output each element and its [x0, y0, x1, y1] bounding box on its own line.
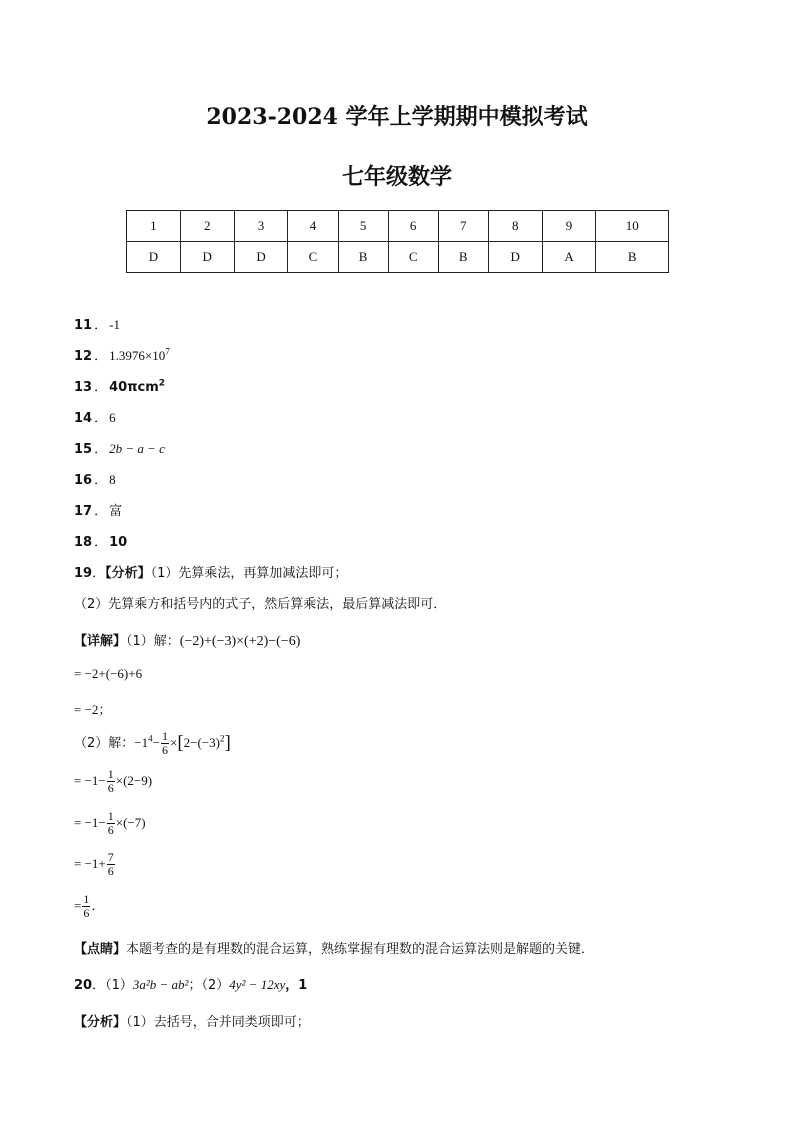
answer-number-cell: 8 [488, 211, 542, 242]
answer-number-cell: 7 [438, 211, 488, 242]
exam-title: 2023-2024 学年上学期期中模拟考试 [206, 104, 588, 130]
answer-exponent: 7 [165, 346, 170, 357]
answer-number-cell: 9 [542, 211, 596, 242]
detail-bracket-expression: 2−(−3) [183, 735, 220, 750]
answer-line-15: 15 ． 2b − a − c [74, 441, 165, 457]
q19-comment-line [74, 938, 594, 957]
analysis-text: （1）去括号，合并同类项即可； [126, 1015, 310, 1030]
answer-table [126, 210, 669, 273]
answer-value: 3a²b − ab² [132, 977, 189, 992]
analysis-text: （1）先算乘法，再算加减法即可； [150, 566, 348, 581]
q19-analysis-line-2 [74, 593, 446, 612]
q19-step-2: = −2； [74, 702, 112, 717]
answer-value: -1 [109, 317, 120, 332]
answer-table-number-row [127, 211, 669, 242]
answer-line-16: 16 ． 8 [74, 472, 116, 488]
detail-exponent: 4 [148, 733, 153, 744]
answer-value: 8 [109, 472, 116, 487]
answer-number-cell: 4 [288, 211, 338, 242]
answer-choice-cell: B [596, 242, 669, 273]
detail-tag: 【详解】 [74, 634, 127, 649]
question-number: 16 [74, 473, 93, 488]
answer-value: 1.3976×10 [109, 348, 166, 363]
answer-value: 40πcm [109, 380, 159, 395]
exam-subtitle: 七年级数学 [341, 164, 452, 190]
answer-value: 4y² − 12xy [229, 977, 286, 992]
q19-analysis-line: 19．【分析】（1）先算乘法，再算加减法即可； [74, 566, 348, 581]
comment-tag: 【点睛】 [74, 942, 127, 957]
answer-choice-cell: C [388, 242, 438, 273]
q19-detail-line [74, 630, 300, 650]
answer-number-cell: 6 [388, 211, 438, 242]
question-number: 12 [74, 349, 93, 364]
answer-value: 2b − a − c [109, 441, 165, 456]
answer-choice-cell: B [338, 242, 388, 273]
question-number: 11 [74, 318, 93, 333]
question-number: 18 [74, 535, 93, 550]
comment-text: 本题考查的是有理数的混合运算，熟练掌握有理数的混合运算法则是解题的关键． [126, 942, 595, 957]
fraction-one-sixth: $\frac{1}{6}$ [161, 729, 168, 757]
question-number: 13 [74, 380, 93, 395]
answer-choice-cell: D [180, 242, 234, 273]
answer-choice-cell: D [234, 242, 288, 273]
question-number: 14 [74, 411, 93, 426]
question-number: 20 [74, 978, 93, 993]
fraction-seven-sixths: $\frac{7}{6}$ [107, 850, 114, 878]
answer-value: 6 [109, 410, 116, 425]
answer-line-17: 17 ． 富 [74, 504, 123, 519]
detail-label: （2）解： [74, 736, 135, 751]
question-number: 19 [74, 566, 93, 581]
detail-label: （1）解： [126, 634, 180, 649]
fraction-one-sixth: $\frac{1}{6}$ [107, 767, 114, 795]
q19-step-3: = −1− $\frac{1}{6}$ ×(2−9) [74, 767, 153, 795]
answer-choice-cell: A [542, 242, 596, 273]
q19-step-1: = −2+(−6)+6 [74, 666, 143, 681]
answer-line-13: 13 ． 40πcm$^2$ [74, 378, 166, 395]
answer-number-cell: 3 [234, 211, 288, 242]
q19-detail-2-line: （2）解：$-1^4-$ $\frac{1}{6}$ $\times[2-(-3)^2]$ [74, 729, 231, 757]
answer-choice-cell: D [127, 242, 181, 273]
q19-step-4: = −1− $\frac{1}{6}$ ×(−7) [74, 809, 146, 837]
question-number: 17 [74, 504, 93, 519]
answer-value: 富 [109, 504, 123, 519]
answer-value: 10 [109, 535, 128, 550]
analysis-tag: 【分析】 [74, 1015, 127, 1030]
answer-line-14: 14 ． 6 [74, 410, 116, 426]
fraction-one-sixth: $\frac{1}{6}$ [83, 892, 90, 920]
analysis-text: （2）先算乘方和括号内的式子，然后算乘法，最后算减法即可． [74, 597, 447, 612]
answer-line-12: 12 ． $1.3976\times 10^7$ [74, 346, 170, 364]
q19-step-5: = −1+ $\frac{7}{6}$ [74, 850, 114, 878]
answer-line-18: 18 ． 10 [74, 535, 128, 550]
answer-choice-cell: C [288, 242, 338, 273]
q19-step-6: = $\frac{1}{6}$ ． [74, 892, 105, 920]
answer-exponent: 2 [158, 378, 166, 389]
detail-expression: −1 [134, 735, 149, 750]
fraction-one-sixth: $\frac{1}{6}$ [107, 809, 114, 837]
answer-number-cell: 5 [338, 211, 388, 242]
question-number: 15 [74, 442, 93, 457]
analysis-tag: 【分析】 [105, 566, 151, 581]
q20-answer-line: 20．（1）3a²b − ab²；（2）4y² − 12xy，1 [74, 977, 308, 993]
detail-expression: (−2)+(−3)×(+2)−(−6) [179, 634, 301, 649]
answer-table-choice-row [127, 242, 669, 273]
q20-analysis-line [74, 1011, 310, 1030]
answer-number-cell: 2 [180, 211, 234, 242]
answer-choice-cell: D [488, 242, 542, 273]
answer-number-cell: 1 [127, 211, 181, 242]
answer-line-11: 11 ． -1 [74, 317, 120, 333]
answer-choice-cell: B [438, 242, 488, 273]
answer-number-cell: 10 [596, 211, 669, 242]
detail-square: 2 [219, 733, 225, 744]
